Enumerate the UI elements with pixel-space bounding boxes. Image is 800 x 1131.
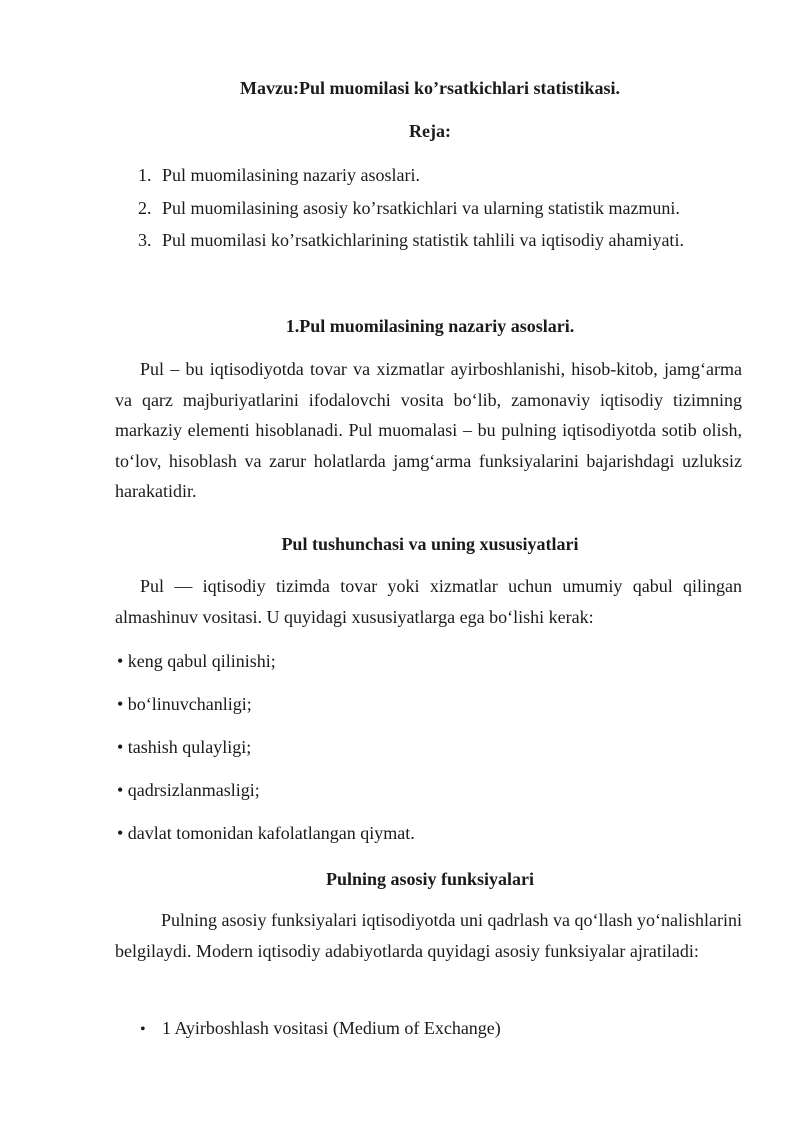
property-item: • davlat tomonidan kafolatlangan qiymat. — [117, 823, 415, 843]
function-item-text: 1 Ayirboshlash vositasi (Medium of Exchange) — [162, 1018, 501, 1038]
document-title: Mavzu:Pul muomilasi ko’rsatkichlari statistikasi. — [239, 78, 620, 98]
plan-item — [138, 163, 420, 187]
plan-item-number: 1. — [138, 165, 152, 185]
plan-item — [138, 228, 684, 252]
subheading: Pul tushunchasi va uning xususiyatlari — [281, 534, 579, 554]
plan-item-text: Pul muomilasining asosiy ko’rsatkichlari va ularning statistik mazmuni. — [162, 198, 680, 218]
section-heading: 1.Pul muomilasining nazariy asoslari. — [285, 316, 575, 336]
subheading: Pulning asosiy funksiyalari — [325, 869, 535, 889]
property-item: • qadrsizlanmasligi; — [117, 780, 260, 800]
property-item: • bo‘linuvchanligi; — [117, 694, 252, 714]
function-item — [140, 1016, 501, 1042]
plan-item-text: Pul muomilasi ko’rsatkichlarining statistik tahlili va iqtisodiy ahamiyati. — [162, 230, 684, 250]
property-item: • tashish qulayligi; — [117, 737, 252, 757]
paragraph: Pul – bu iqtisodiyotda tovar va xizmatlar ayirboshlanishi, hisob-kitob, jamg‘arma va qarz majburiyatlarini ifodalovchi vosita bo‘lib, zamonaviy iqtisodiy tizimning markaziy elementi hisoblanadi. Pul muomalasi – bu pulning iqtisodiyotda sotib olish, to‘lov, hisoblash va zarur holatlarda jamg‘arma funksiyalarini bajarishdagi uzluksiz harakatidir. — [115, 359, 742, 502]
plan-item-number: 2. — [138, 198, 152, 218]
bullet-icon: • — [140, 1021, 146, 1038]
plan-item — [138, 196, 680, 220]
paragraph: Pul — iqtisodiy tizimda tovar yoki xizmatlar uchun umumiy qabul qilingan almashinuv vositasi. U quyidagi xususiyatlarga ega bo‘lishi kerak: — [115, 576, 742, 627]
plan-heading: Reja: — [409, 121, 451, 141]
property-item: • keng qabul qilinishi; — [117, 651, 276, 671]
plan-item-number: 3. — [138, 230, 152, 250]
plan-item-text: Pul muomilasining nazariy asoslari. — [162, 165, 420, 185]
paragraph: Pulning asosiy funksiyalari iqtisodiyotda uni qadrlash va qo‘llash yo‘nalishlarini belgilaydi. Modern iqtisodiy adabiyotlarda quyidagi asosiy funksiyalar ajratiladi: — [115, 910, 742, 961]
